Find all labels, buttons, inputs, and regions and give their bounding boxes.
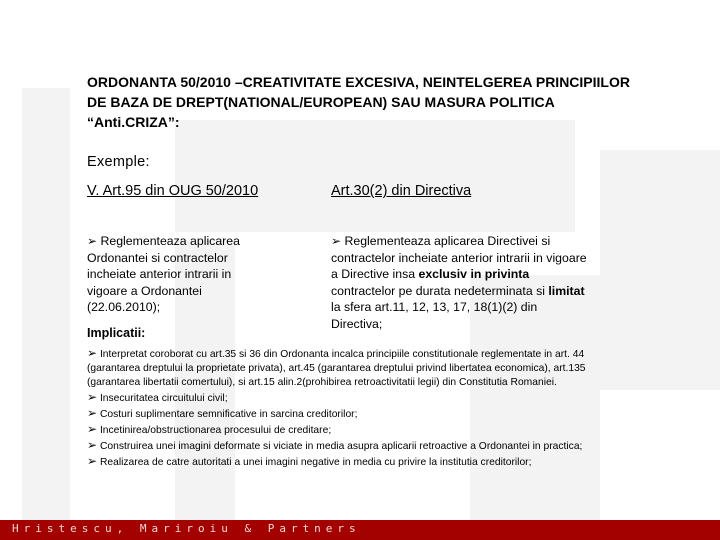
arrow-bullet-icon: ➢ (87, 422, 98, 436)
list-item: ➢ Construirea unei imagini deformate si viciate in media asupra aplicarii retroactive a Ordonantei in practica; (87, 438, 583, 452)
left-column-heading: V. Art.95 din OUG 50/2010 (87, 183, 259, 199)
list-item: ➢ Realizarea de catre autoritati a unei imagini negative in media cu privire la institutia creditorilor; (87, 454, 532, 468)
watermark-shape (175, 120, 575, 232)
list-item: ➢ Incetinirea/obstructionarea procesului de creditare; (87, 422, 332, 436)
arrow-bullet-icon: ➢ (87, 454, 98, 468)
left-column-text: ➢ Reglementeaza aplicarea Ordonantei si contractelor incheiate anterior intrarii in vigoare a Ordonantei (22.06.2010); (87, 234, 240, 314)
watermark-shape (600, 150, 720, 390)
list-item: ➢ Interpretat coroborat cu art.35 si 36 din Ordonanta incalca principiile constitutionale reglementate in art. 44 (garantarea dreptului la proprietate privata), art.45 (garantarea dreptului privind libertatea economica), art.135 (garantarea libertatii comertului), si art.15 alin.2(prohibirea retroactivitatii legii) din Constitutia Romaniei. (87, 346, 586, 388)
right-column-text: ➢ Reglementeaza aplicarea Directivei si contractelor incheiate anterior intrarii in vigoare a Directive insa exclusiv in privinta contractelor pe durata nedeterminata si limitat la sfera art.11, 12, 13, 17, 18(1)(2) din Directiva; (331, 234, 587, 331)
arrow-bullet-icon: ➢ (87, 346, 98, 360)
footer-firm-name: Hristescu, Mariroiu & Partners (12, 522, 361, 535)
implications-list (87, 346, 612, 470)
list-item: ➢ Costuri suplimentare semnificative in sarcina creditorilor; (87, 406, 358, 420)
footer-bar (0, 520, 720, 540)
examples-label: Exemple: (87, 154, 150, 170)
arrow-bullet-icon: ➢ (87, 406, 98, 420)
list-item: ➢ Insecuritatea circuitului civil; (87, 390, 228, 404)
right-column-heading: Art.30(2) din Directiva (331, 183, 472, 199)
watermark-shape (22, 88, 70, 520)
arrow-bullet-icon: ➢ (87, 390, 98, 404)
slide-title: ORDONANTA 50/2010 –CREATIVITATE EXCESIVA, NEINTELGEREA PRINCIPIILOR DE BAZA DE DREPT(NATIONAL/EUROPEAN) SAU MASURA POLITICA “Anti.CRIZA”: (87, 74, 630, 130)
implications-label: Implicatii: (87, 326, 146, 340)
arrow-bullet-icon: ➢ (87, 234, 98, 248)
arrow-bullet-icon: ➢ (87, 438, 98, 452)
arrow-bullet-icon: ➢ (331, 234, 342, 248)
